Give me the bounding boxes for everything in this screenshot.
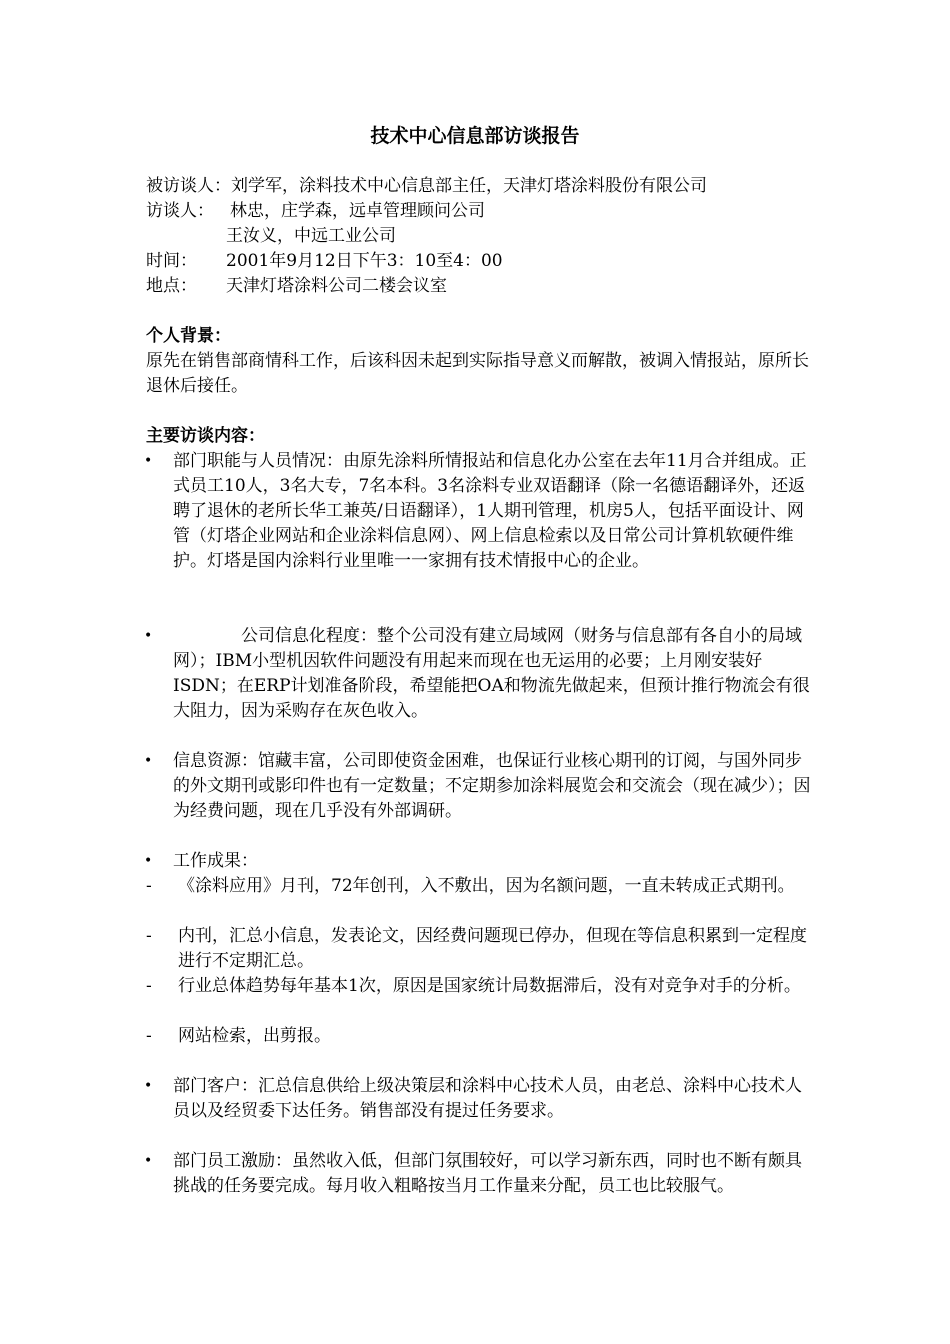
dash-icon: - bbox=[146, 876, 152, 896]
list-item bbox=[146, 974, 816, 999]
list-item-text: 部门职能与人员情况：由原先涂料所情报站和信息化办公室在去年11月合并组成。正式员工10人，3名大专，7名本科。3名涂料专业双语翻译（除一名德语翻译外，还返聘了退休的老所长华工兼英/日语翻译），1人期刊管理，机房5人，包括平面设计、网管（灯塔企业网站和企业涂料信息网）、网上信息检索以及日常公司计算机软硬件维护。灯塔是国内涂料行业里唯一一家拥有技术情报中心的企业。 bbox=[173, 451, 807, 571]
interviewee-label: 被访谈人： bbox=[146, 176, 231, 196]
list-item-text: 部门员工激励：虽然收入低，但部门氛围较好，可以学习新东西，同时也不断有颇具挑战的任务要完成。每月收入粗略按当月工作量来分配，员工也比较服气。 bbox=[173, 1151, 802, 1196]
place-line bbox=[146, 274, 447, 299]
bullet-icon: • bbox=[144, 453, 153, 469]
list-item bbox=[146, 449, 816, 574]
bullet-icon: • bbox=[144, 628, 153, 644]
interviewer-label: 访谈人： bbox=[146, 201, 214, 221]
list-item-text: 部门客户：汇总信息供给上级决策层和涂料中心技术人员，由老总、涂料中心技术人员以及经贸委下达任务。销售部没有提过任务要求。 bbox=[173, 1076, 802, 1121]
page-title: 技术中心信息部访谈报告 bbox=[370, 125, 580, 147]
place-value: 天津灯塔涂料公司二楼会议室 bbox=[226, 276, 447, 296]
interviewer-value-2: 王汝义，中远工业公司 bbox=[226, 226, 396, 246]
list-item bbox=[146, 624, 816, 724]
main-heading: 主要访谈内容： bbox=[146, 426, 265, 446]
bullet-icon: • bbox=[144, 1153, 153, 1169]
list-item bbox=[146, 924, 816, 974]
list-item bbox=[146, 1149, 816, 1199]
list-item bbox=[146, 849, 816, 874]
background-text: 原先在销售部商情科工作，后该科因未起到实际指导意义而解散，被调入情报站，原所长退休后接任。 bbox=[146, 351, 809, 396]
bullet-icon: • bbox=[144, 1078, 153, 1094]
list-item bbox=[146, 874, 816, 899]
interviewer-line bbox=[146, 199, 485, 224]
bullet-icon: • bbox=[144, 753, 153, 769]
list-item-text: 信息资源：馆藏丰富，公司即使资金困难，也保证行业核心期刊的订阅，与国外同步的外文期刊或影印件也有一定数量；不定期参加涂料展览会和交流会（现在减少）；因为经费问题，现在几乎没有外部调研。 bbox=[173, 751, 811, 821]
time-value: 2001年9月12日下午3：10至4：00 bbox=[226, 251, 503, 271]
dash-icon: - bbox=[146, 1026, 152, 1046]
background-heading: 个人背景： bbox=[146, 326, 231, 346]
place-label: 地点： bbox=[146, 276, 197, 296]
list-item-text: 内刊，汇总小信息，发表论文，因经费问题现已停办，但现在等信息积累到一定程度进行不定期汇总。 bbox=[178, 926, 807, 971]
interviewer-value-1: 林忠，庄学森，远卓管理顾问公司 bbox=[230, 201, 485, 221]
interviewer-line-2 bbox=[226, 224, 396, 249]
list-item-text: 《涂料应用》月刊，72年创刊，入不敷出，因为名额问题，一直未转成正式期刊。 bbox=[178, 876, 795, 896]
list-item bbox=[146, 1024, 816, 1049]
time-line bbox=[146, 249, 503, 274]
list-item-text: 工作成果： bbox=[173, 851, 258, 871]
list-item bbox=[146, 1074, 816, 1124]
time-label: 时间： bbox=[146, 251, 197, 271]
interviewee-line bbox=[146, 174, 707, 199]
list-item bbox=[146, 749, 816, 824]
dash-icon: - bbox=[146, 976, 152, 996]
interviewee-value: 刘学军，涂料技术中心信息部主任，天津灯塔涂料股份有限公司 bbox=[231, 176, 707, 196]
list-item-text: 行业总体趋势每年基本1次，原因是国家统计局数据滞后，没有对竞争对手的分析。 bbox=[178, 976, 801, 996]
list-item-text: 公司信息化程度：整个公司没有建立局域网（财务与信息部有各自小的局域网）；IBM小型机因软件问题没有用起来而现在也无运用的必要；上月刚安装好ISDN；在ERP计划准备阶段，希望能把OA和物流先做起来，但预计推行物流会有很大阻力，因为采购存在灰色收入。 bbox=[173, 626, 810, 721]
list-item-text: 网站检索，出剪报。 bbox=[178, 1026, 331, 1046]
dash-icon: - bbox=[146, 926, 152, 946]
bullet-icon: • bbox=[144, 853, 153, 869]
